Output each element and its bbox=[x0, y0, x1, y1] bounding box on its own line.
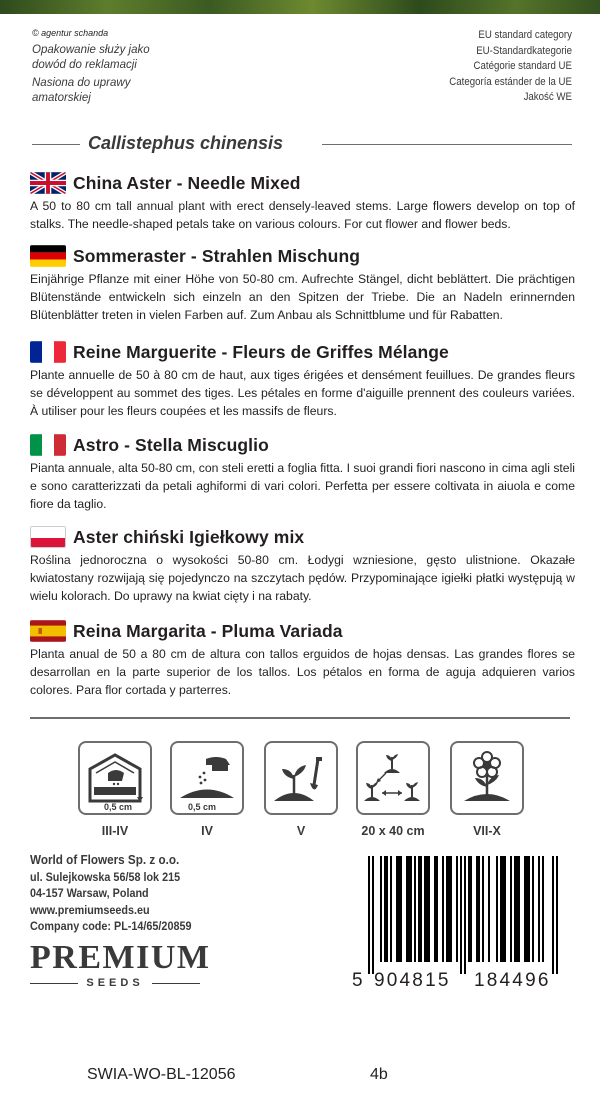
barcode-bars bbox=[352, 856, 570, 976]
barcode-bar bbox=[538, 856, 540, 962]
section-header bbox=[30, 432, 575, 458]
eu-category-fr: Catégorie standard UE bbox=[473, 60, 572, 72]
section-description: Planta anual de 50 a 80 cm de altura con tallos erguidos de hojas densas. Las grandes flores se desarrollan en la parte superior de los tallos. Los pétalos en forma de aguja adquieren varios colores. Para flor cortada y parterres. bbox=[30, 647, 575, 697]
barcode-bar bbox=[420, 856, 422, 962]
barcode-bar bbox=[504, 856, 506, 962]
barcode-bar bbox=[400, 856, 402, 962]
eu-category-es: Categoría estánder de la UE bbox=[449, 75, 572, 88]
sowing-depth-label: 0,5 cm bbox=[188, 802, 217, 812]
brand-sub-text: SEEDS bbox=[86, 977, 144, 989]
barcode-bar bbox=[476, 856, 478, 962]
flowering-icon bbox=[450, 741, 524, 815]
barcode-bar bbox=[542, 856, 544, 962]
divider bbox=[322, 144, 572, 145]
brand-main-text: PREMIUM bbox=[30, 939, 211, 976]
street-address: ul. Sulejkowska 56/58 lok 215 bbox=[30, 869, 181, 884]
section-title: China Aster - Needle Mixed bbox=[73, 172, 301, 193]
barcode-group-1: 904815 bbox=[374, 970, 451, 991]
barcode-bar bbox=[510, 856, 512, 962]
barcode-first-digit: 5 bbox=[352, 970, 363, 991]
header bbox=[32, 28, 572, 128]
section-header bbox=[30, 524, 575, 550]
outdoor-sowing-months: IV bbox=[201, 824, 213, 838]
barcode-bar bbox=[414, 856, 416, 962]
barcode-bar bbox=[446, 856, 448, 962]
header-right bbox=[312, 28, 572, 106]
poland-flag-icon bbox=[30, 526, 66, 548]
barcode-bar bbox=[390, 856, 392, 962]
barcode-group-2: 184496 bbox=[474, 970, 551, 991]
city-address: 04-157 Warsaw, Poland bbox=[30, 886, 149, 900]
barcode-bar bbox=[468, 856, 470, 962]
barcode-bar bbox=[524, 856, 526, 962]
section-header bbox=[30, 339, 575, 365]
sowing-depth-label: 0,5 cm bbox=[104, 802, 133, 812]
barcode-bar bbox=[380, 856, 382, 962]
ean-barcode bbox=[352, 856, 570, 996]
outdoor-sowing-icon bbox=[170, 741, 244, 815]
latin-name: Callistephus chinensis bbox=[88, 133, 284, 153]
eu-category-pl: Jakość WE bbox=[523, 91, 572, 103]
spacing-value: 20 x 40 cm bbox=[361, 824, 425, 838]
eu-category-de: EU-Standardkategorie bbox=[476, 44, 572, 57]
greenhouse-sowing-icon bbox=[78, 741, 152, 815]
page-indicator: 4b bbox=[370, 1066, 388, 1083]
company-name: World of Flowers Sp. z o.o. bbox=[30, 852, 180, 867]
barcode-bar bbox=[424, 856, 426, 962]
amateur-note-line-1: Nasiona do uprawy bbox=[32, 77, 131, 89]
complaint-note-line-1: Opakowanie służy jako bbox=[32, 44, 150, 56]
section-description: Roślina jednoroczna o wysokości 50-80 cm. Łodygi wzniesione, gęsto ulistnione. Okazałe kwiatostany rozwijają się pojedynczo na szczytach pędów. Przypominające igiełki płatki występują w wielu kolorach. Do uprawy na kwiat cięty i na rabaty. bbox=[30, 553, 575, 603]
barcode-bar bbox=[518, 856, 520, 962]
barcode-bar bbox=[418, 856, 420, 962]
amateur-note-line-2: amatorskiej bbox=[32, 91, 91, 104]
barcode-bar bbox=[526, 856, 528, 962]
latin-name-row bbox=[32, 132, 572, 156]
section-polish bbox=[30, 524, 575, 605]
divider bbox=[32, 144, 80, 145]
barcode-bar bbox=[426, 856, 428, 962]
barcode-bar bbox=[464, 856, 466, 974]
greenhouse-sowing-months: III-IV bbox=[101, 824, 129, 838]
section-title: Reina Margarita - Pluma Variada bbox=[73, 620, 343, 641]
section-italian bbox=[30, 432, 575, 513]
section-header bbox=[30, 243, 575, 269]
premium-seeds-logo bbox=[30, 939, 211, 989]
barcode-bar bbox=[482, 856, 484, 962]
brand-sub bbox=[30, 977, 200, 989]
section-title: Aster chiński Igiełkowy mix bbox=[73, 526, 305, 547]
barcode-bar bbox=[436, 856, 438, 962]
section-description: Pianta annuale, alta 50-80 cm, con steli eretti a foglia fitta. I suoi grandi fiori nascono in cima agli steli e sono caratterizzati da petali aghiformi di vari colori. Perfetta per essere coltivata in aiuola e come fiore da taglio. bbox=[30, 461, 575, 511]
barcode-bar bbox=[470, 856, 472, 962]
barcode-bar bbox=[450, 856, 452, 962]
france-flag-icon bbox=[30, 341, 66, 363]
complaint-note-line-2: dowód do reklamacji bbox=[32, 58, 137, 71]
barcode-bar bbox=[500, 856, 502, 962]
barcode-bar bbox=[386, 856, 388, 962]
barcode-bar bbox=[442, 856, 444, 962]
section-description: Plante annuelle de 50 à 80 cm de haut, aux tiges érigées et densément feuillues. De grandes fleurs se développent au sommet des tiges. Les pétales en forme d'aiguille prennent des couleurs variées. À utiliser pour les fleurs coupées et les massifs de fleurs. bbox=[30, 368, 575, 418]
barcode-bar bbox=[448, 856, 450, 962]
barcode-bar bbox=[398, 856, 400, 962]
transplanting-icon bbox=[264, 741, 338, 815]
germany-flag-icon bbox=[30, 245, 66, 267]
barcode-bar bbox=[514, 856, 516, 962]
cultivation-icons bbox=[78, 741, 528, 841]
company-address bbox=[30, 852, 330, 935]
section-english bbox=[30, 170, 575, 233]
barcode-bar bbox=[502, 856, 504, 962]
barcode-bar bbox=[384, 856, 386, 962]
spain-flag-icon bbox=[30, 620, 66, 642]
top-photo-strip bbox=[0, 0, 600, 14]
product-code: SWIA-WO-BL-12056 bbox=[87, 1066, 236, 1083]
header-left bbox=[32, 28, 232, 105]
company-code: Company code: PL-14/65/20859 bbox=[30, 919, 192, 933]
barcode-bar bbox=[528, 856, 530, 962]
section-french bbox=[30, 339, 575, 420]
section-title: Astro - Stella Miscuglio bbox=[73, 434, 269, 455]
barcode-bar bbox=[368, 856, 370, 974]
uk-flag-icon bbox=[30, 172, 66, 194]
copyright-text: © agentur schanda bbox=[32, 28, 109, 38]
barcode-bar bbox=[372, 856, 374, 974]
barcode-bar bbox=[396, 856, 398, 962]
barcode-bar bbox=[478, 856, 480, 962]
barcode-bar bbox=[556, 856, 558, 974]
barcode-bar bbox=[410, 856, 412, 962]
eu-category-en: EU standard category bbox=[478, 29, 572, 41]
section-description: Einjährige Pflanze mit einer Höhe von 50-80 cm. Aufrechte Stängel, dicht beblättert. Die prächtigen Blütenstände entwickeln sich einzeln an den Spitzen der Triebe. Die an Nadeln erinnernden Blütenblätter treten in vielen Farben auf. Zum Anbau als Schnittblume und für Rabatten. bbox=[30, 272, 575, 322]
barcode-bar bbox=[434, 856, 436, 962]
barcode-bar bbox=[456, 856, 458, 962]
barcode-bar bbox=[428, 856, 430, 962]
barcode-bar bbox=[488, 856, 490, 962]
section-title: Sommeraster - Strahlen Mischung bbox=[73, 245, 361, 266]
section-description: A 50 to 80 cm tall annual plant with erect densely-leaved stems. Large flowers develop on top of stalks. The needle-shaped petals take on various colours. For cut flower and flower beds. bbox=[30, 199, 575, 231]
section-header bbox=[30, 170, 575, 196]
transplanting-months: V bbox=[296, 824, 306, 838]
barcode-bar bbox=[460, 856, 462, 974]
flowering-months: VII-X bbox=[473, 824, 501, 838]
barcode-bar bbox=[496, 856, 498, 962]
section-spanish bbox=[30, 618, 575, 699]
section-german bbox=[30, 243, 575, 324]
barcode-bar bbox=[516, 856, 518, 962]
section-title: Reine Marguerite - Fleurs de Griffes Mélange bbox=[73, 341, 449, 362]
barcode-bar bbox=[532, 856, 534, 962]
divider bbox=[30, 717, 570, 719]
italy-flag-icon bbox=[30, 434, 66, 456]
barcode-bar bbox=[406, 856, 408, 962]
section-header bbox=[30, 618, 575, 644]
spacing-icon bbox=[356, 741, 430, 815]
barcode-bar bbox=[408, 856, 410, 962]
barcode-bar bbox=[552, 856, 554, 974]
website-link[interactable]: www.premiumseeds.eu bbox=[30, 902, 150, 917]
